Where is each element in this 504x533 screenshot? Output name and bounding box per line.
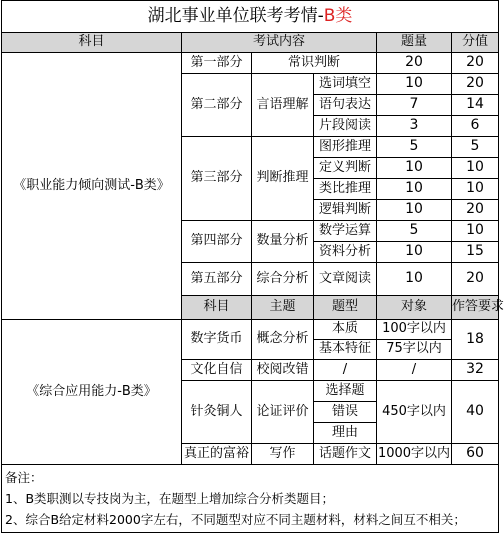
object-label: 本质 <box>314 320 377 340</box>
title-highlight: B类 <box>323 6 353 27</box>
qtype-label: 写作 <box>252 444 314 465</box>
requirement-label: / <box>377 360 452 381</box>
header-subject: 科目 <box>2 33 182 53</box>
count-cell: 20 <box>377 53 452 74</box>
count-cell: 10 <box>377 74 452 95</box>
score-cell: 18 <box>452 320 499 360</box>
exam-table <box>1 0 504 533</box>
qtype-label: 概念分析 <box>252 320 314 360</box>
header-theme: 主题 <box>252 296 314 320</box>
object-label: 基本特征 <box>314 340 377 360</box>
header-count: 题量 <box>377 33 452 53</box>
type-label: 选词填空 <box>314 74 377 95</box>
qtype-label: 论证评价 <box>252 381 314 444</box>
theme-label: 文化自信 <box>182 360 252 381</box>
part-label: 第五部分 <box>182 263 252 296</box>
score-cell: 60 <box>452 444 499 465</box>
header-score: 分值 <box>452 33 499 53</box>
title-main: 湖北事业单位联考考情- <box>147 6 324 27</box>
count-cell: 5 <box>377 137 452 158</box>
part-label: 第二部分 <box>182 74 252 137</box>
object-label: 话题作文 <box>314 444 377 465</box>
count-cell: 10 <box>377 158 452 179</box>
subject-cell-2: 《综合应用能力-B类》 <box>2 320 182 465</box>
object-label: 选择题 <box>314 381 377 402</box>
type-label: 类比推理 <box>314 179 377 200</box>
requirement-label: 75字以内 <box>377 340 452 360</box>
header-object: 对象 <box>377 296 452 320</box>
qtype-label: 校阅改错 <box>252 360 314 381</box>
type-label: 定义判断 <box>314 158 377 179</box>
header-qtype: 题型 <box>314 296 377 320</box>
header-requirement: 作答要求 <box>452 296 499 320</box>
count-cell: 5 <box>377 221 452 242</box>
header-subject-2: 科目 <box>182 296 252 320</box>
module-label: 言语理解 <box>252 74 314 137</box>
theme-label: 真正的富裕 <box>182 444 252 465</box>
type-label: 资料分析 <box>314 242 377 263</box>
type-label: 逻辑判断 <box>314 200 377 221</box>
notes-box <box>2 465 499 533</box>
object-label: 错误 <box>314 402 377 423</box>
object-label: / <box>314 360 377 381</box>
count-cell: 10 <box>377 179 452 200</box>
page-title <box>2 1 499 33</box>
object-label: 理由 <box>314 423 377 444</box>
module-label: 数量分析 <box>252 221 314 263</box>
score-cell: 10 <box>452 221 499 242</box>
part-label: 第四部分 <box>182 221 252 263</box>
notes-line-2: 2、综合B给定材料2000字左右，不同题型对应不同主题材料，材料之间互不相关； <box>5 512 466 527</box>
score-cell: 6 <box>452 116 499 137</box>
score-cell: 20 <box>452 200 499 221</box>
module-label: 常识判断 <box>252 53 377 74</box>
notes-line-1: 1、B类职测以专技岗为主，在题型上增加综合分析类题目； <box>5 491 335 506</box>
requirement-label: 450字以内 <box>377 381 452 444</box>
score-cell: 14 <box>452 95 499 116</box>
requirement-label: 1000字以内 <box>377 444 452 465</box>
score-cell: 5 <box>452 137 499 158</box>
requirement-label: 100字以内 <box>377 320 452 340</box>
count-cell: 10 <box>377 200 452 221</box>
theme-label: 数字货币 <box>182 320 252 360</box>
score-cell: 10 <box>452 158 499 179</box>
notes-heading: 备注： <box>5 470 43 485</box>
count-cell: 10 <box>377 242 452 263</box>
score-cell: 32 <box>452 360 499 381</box>
module-label: 判断推理 <box>252 137 314 221</box>
score-cell: 20 <box>452 53 499 74</box>
count-cell: 3 <box>377 116 452 137</box>
score-cell: 20 <box>452 74 499 95</box>
module-label: 综合分析 <box>252 263 314 296</box>
part-label: 第三部分 <box>182 137 252 221</box>
count-cell: 10 <box>377 263 452 296</box>
type-label: 片段阅读 <box>314 116 377 137</box>
part-label: 第一部分 <box>182 53 252 74</box>
header-content: 考试内容 <box>182 33 377 53</box>
type-label: 数学运算 <box>314 221 377 242</box>
theme-label: 针灸铜人 <box>182 381 252 444</box>
score-cell: 20 <box>452 263 499 296</box>
score-cell: 15 <box>452 242 499 263</box>
type-label: 图形推理 <box>314 137 377 158</box>
type-label: 文章阅读 <box>314 263 377 296</box>
type-label: 语句表达 <box>314 95 377 116</box>
count-cell: 7 <box>377 95 452 116</box>
score-cell: 10 <box>452 179 499 200</box>
score-cell: 40 <box>452 381 499 444</box>
subject-cell-1: 《职业能力倾向测试-B类》 <box>2 53 182 320</box>
